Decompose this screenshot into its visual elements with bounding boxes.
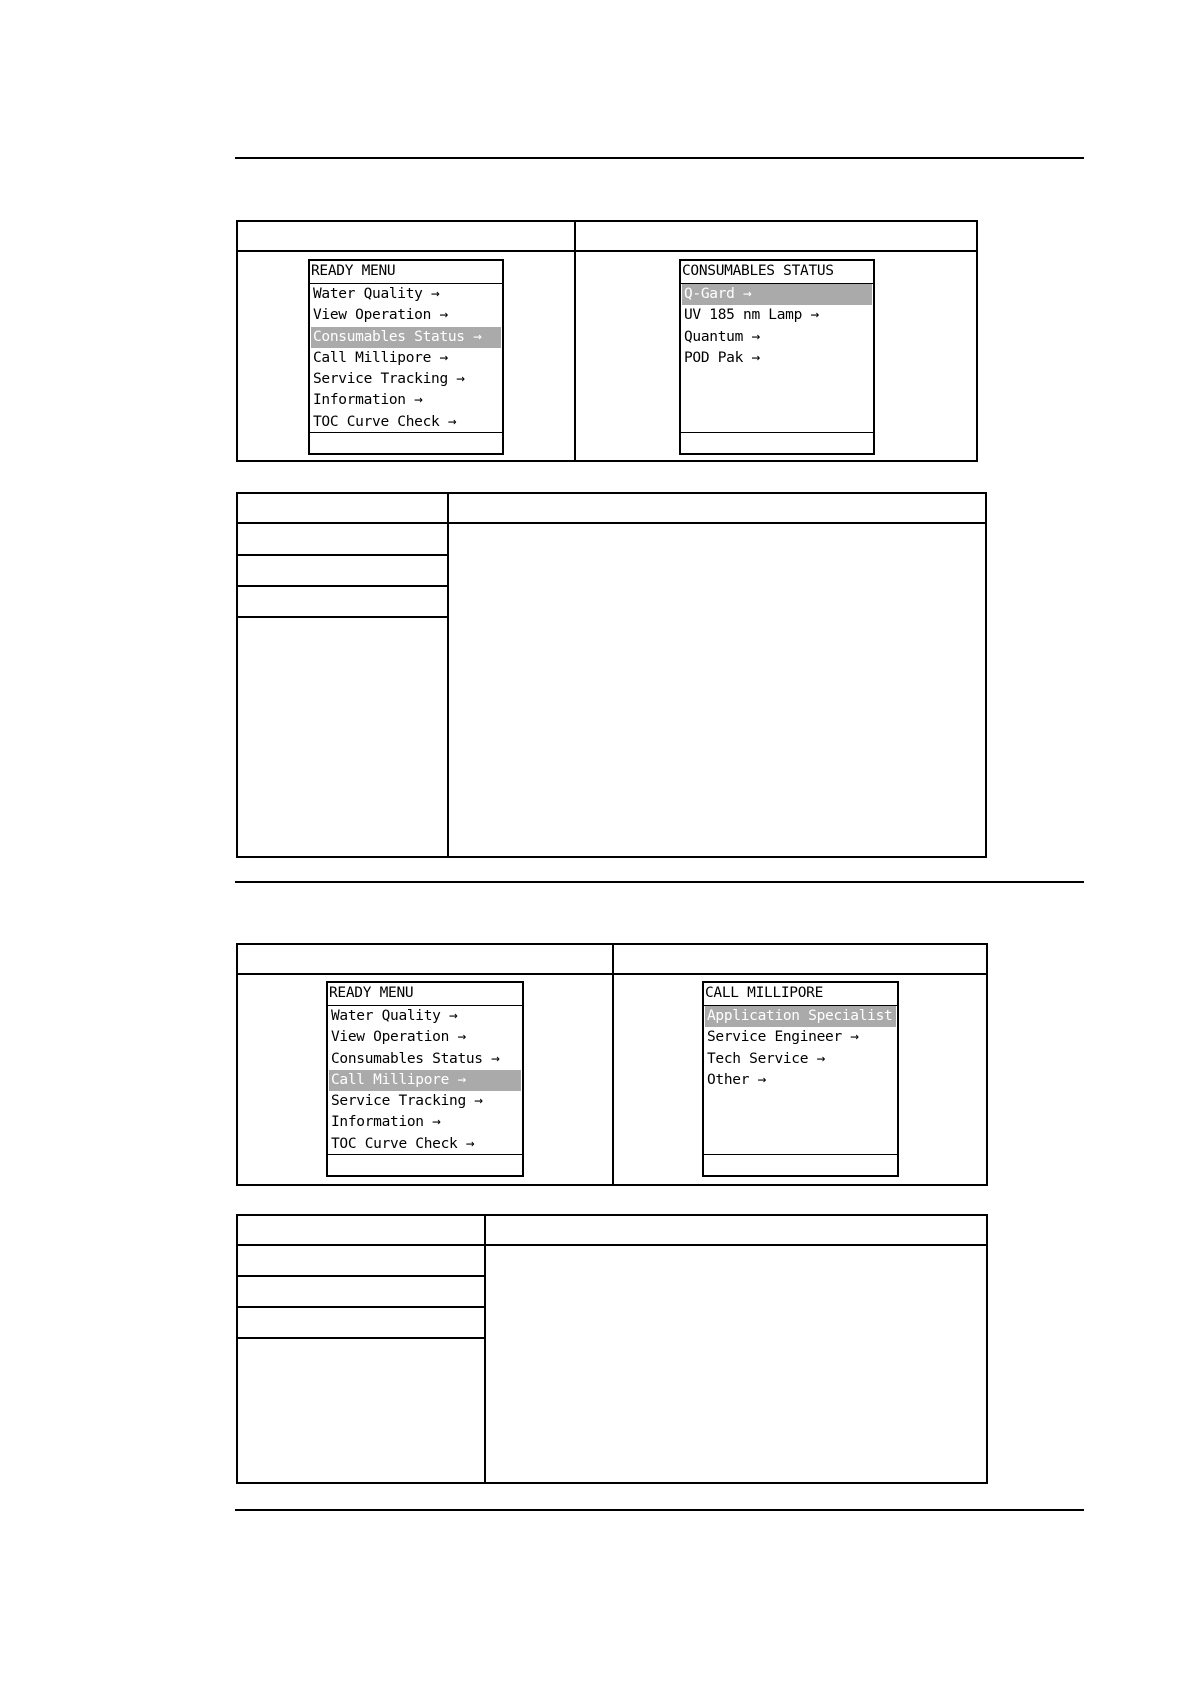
menu-item-call-millipore[interactable]: Call Millipore → — [329, 1070, 521, 1091]
screen-table-1-header-line — [236, 250, 978, 252]
menu-item-application-specialist[interactable]: Application Specialist → — [705, 1006, 896, 1027]
lcd-title: CALL MILLIPORE — [704, 983, 897, 1006]
lcd-footer — [704, 1154, 897, 1155]
menu-item-toc-curve-check[interactable]: TOC Curve Check → — [331, 1135, 475, 1152]
menu-item-service-tracking[interactable]: Service Tracking → — [313, 371, 465, 388]
menu-item-uv-lamp[interactable]: UV 185 nm Lamp → — [684, 307, 819, 324]
section-rule — [235, 881, 1084, 883]
lcd-title: READY MENU — [328, 983, 522, 1006]
menu-item-information[interactable]: Information → — [331, 1114, 441, 1131]
screen-table-2-divider — [612, 943, 614, 1186]
lcd-call-millipore — [702, 981, 910, 1177]
lcd-footer — [310, 432, 502, 433]
key-table-1-header-line — [236, 522, 987, 524]
key-table-1-row-line — [236, 616, 447, 618]
lcd-footer — [681, 432, 873, 433]
menu-item-information[interactable]: Information → — [313, 392, 423, 409]
key-table-2-header-line — [236, 1244, 988, 1246]
menu-item-view-operation[interactable]: View Operation → — [331, 1029, 466, 1046]
menu-item-consumables-status[interactable]: Consumables Status → — [331, 1050, 500, 1067]
menu-item-tech-service[interactable]: Tech Service → — [707, 1050, 826, 1067]
lcd-consumables-status — [679, 259, 875, 455]
menu-item-consumables-status[interactable]: Consumables Status → — [311, 327, 501, 348]
lcd-ready-menu-2 — [326, 981, 524, 1177]
bottom-rule — [235, 1509, 1084, 1511]
key-table-2-row-line — [236, 1275, 484, 1277]
menu-item-toc-curve-check[interactable]: TOC Curve Check → — [313, 413, 457, 430]
top-rule — [235, 157, 1084, 159]
menu-item-q-gard[interactable]: Q-Gard → — [682, 284, 872, 305]
lcd-title: READY MENU — [310, 261, 502, 284]
key-table-1-divider — [447, 492, 449, 858]
lcd-ready-menu-1 — [308, 259, 504, 455]
key-table-2 — [236, 1214, 988, 1484]
menu-item-call-millipore[interactable]: Call Millipore → — [313, 349, 448, 366]
menu-item-view-operation[interactable]: View Operation → — [313, 307, 448, 324]
key-table-1-row-line — [236, 554, 447, 556]
lcd-footer — [328, 1154, 522, 1155]
menu-item-service-engineer[interactable]: Service Engineer → — [707, 1029, 859, 1046]
menu-item-pod-pak[interactable]: POD Pak → — [684, 349, 760, 366]
menu-item-service-tracking[interactable]: Service Tracking → — [331, 1093, 483, 1110]
menu-item-water-quality[interactable]: Water Quality → — [331, 1008, 458, 1024]
screen-table-1-divider — [574, 220, 576, 462]
lcd-title: CONSUMABLES STATUS — [681, 261, 873, 284]
menu-item-other[interactable]: Other → — [707, 1071, 767, 1088]
menu-item-water-quality[interactable]: Water Quality → — [313, 286, 440, 302]
menu-item-quantum[interactable]: Quantum → — [684, 328, 760, 345]
key-table-1 — [236, 492, 987, 858]
key-table-2-row-line — [236, 1306, 484, 1308]
key-table-1-row-line — [236, 585, 447, 587]
key-table-2-divider — [484, 1214, 486, 1484]
key-table-2-row-line — [236, 1337, 484, 1339]
